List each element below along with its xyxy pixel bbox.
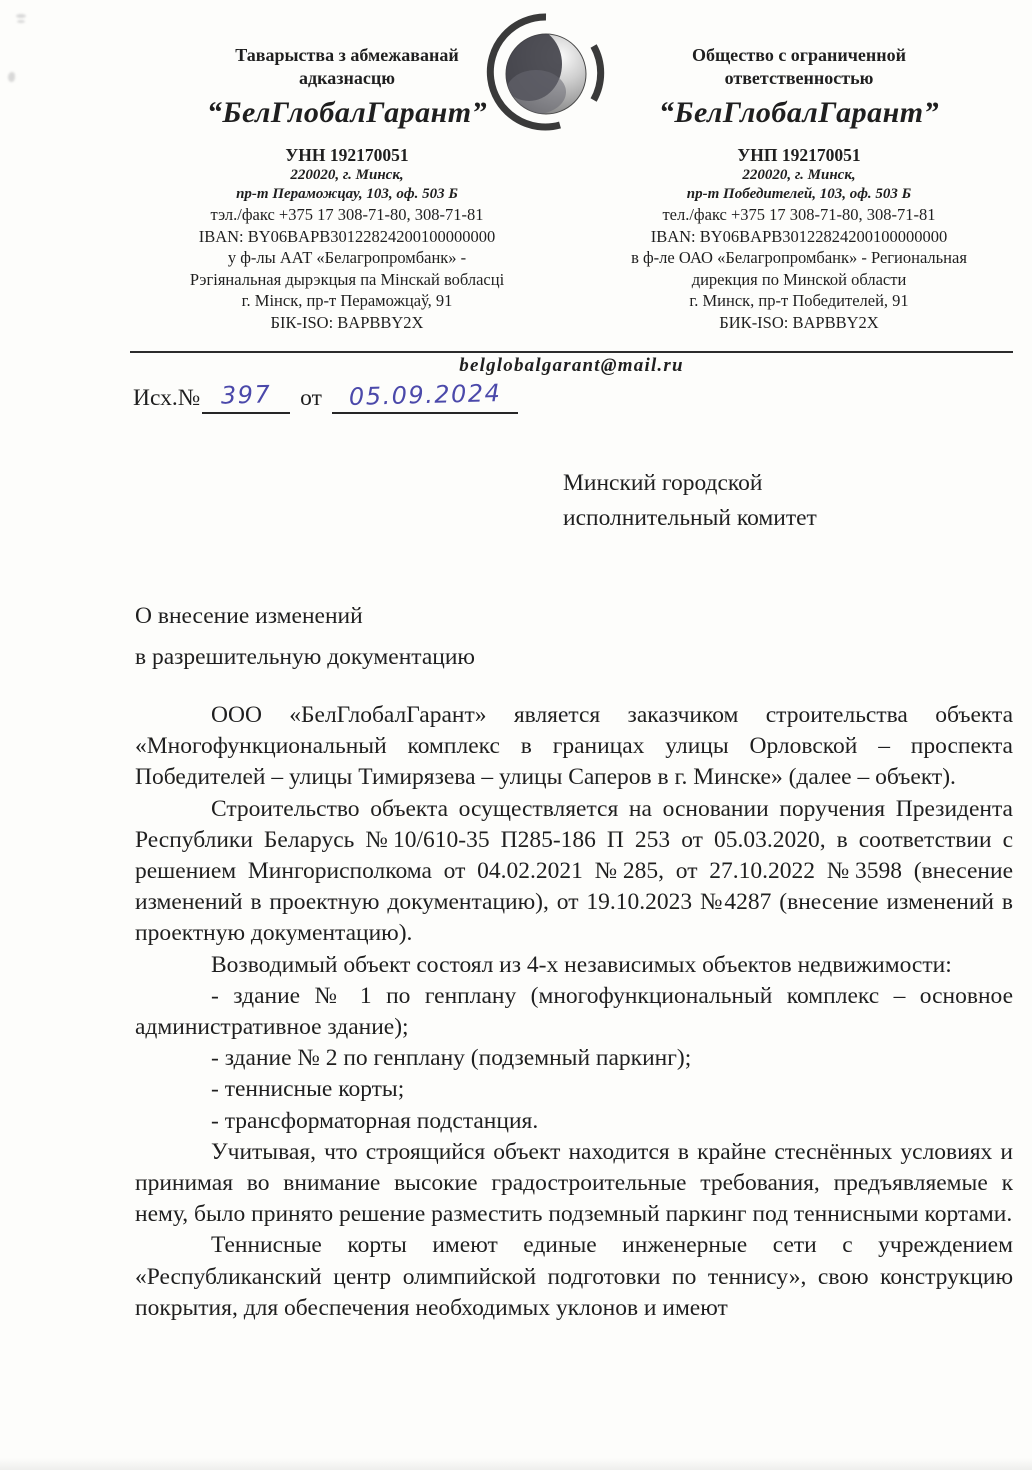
subject-line: О внесение изменений xyxy=(135,603,363,629)
registration-number: УНН 192170051 xyxy=(285,145,409,165)
outgoing-number-label: Исх.№ xyxy=(133,385,201,411)
paragraph: ООО «БелГлобалГарант» является заказчиком строительства объекта «Многофункциональный комплекс в границах улицы Орловской – проспекта Победителей – улицы Тимирязева – улицы Саперов в г. Минске» (далее – объект). xyxy=(135,702,1013,791)
address-line: пр-т Пераможцау, 103, оф. 503 Б xyxy=(236,186,458,202)
company-email: belglobalgarant@mail.ru xyxy=(459,355,684,376)
org-type-line: адказнасцю xyxy=(299,68,395,88)
list-item: - трансформаторная подстанция. xyxy=(211,1107,539,1134)
date-value: 05.09.2024 xyxy=(348,379,502,411)
company-logo xyxy=(484,8,606,138)
letter-body xyxy=(135,700,1013,1324)
phone-line: тэл./факс +375 17 308-71-80, 308-71-81 xyxy=(210,205,484,224)
org-type-line: ответственностью xyxy=(724,68,874,88)
registration-number: УНП 192170051 xyxy=(737,145,861,165)
bank-line: г. Мінск, пр-т Пераможцаў, 91 xyxy=(241,291,453,310)
bik-line: БІК-ISO: BAPBBY2X xyxy=(270,312,424,332)
letterhead-right-column xyxy=(599,44,999,333)
header-divider-line xyxy=(130,351,1013,353)
globe-logo-icon xyxy=(484,8,606,138)
company-name: “БелГлобалГарант” xyxy=(658,96,940,129)
bank-line: г. Минск, пр-т Победителей, 91 xyxy=(689,291,909,310)
scan-artifact xyxy=(16,14,26,18)
outgoing-number-blank xyxy=(202,380,290,414)
list-item: - теннисные корты; xyxy=(211,1076,405,1103)
bank-line: в ф-ле ОАО «Белагропромбанк» - Региональная xyxy=(631,248,967,267)
addressee-line: исполнительный комитет xyxy=(563,505,817,531)
date-label: от xyxy=(300,385,322,411)
bank-line: у ф-лы ААТ «Белагропромбанк» - xyxy=(227,248,467,267)
paragraph: Строительство объекта осуществляется на основании поручения Президента Республики Беларусь №10/610-35 П285-186 П 253 от 05.03.2020, в соответствии с решением Мингорисполкома от 04.02.2021 №285, от 27.10.2022 №3598 (внесение изменений в проектную документацию), от 19.10.2023 №4287 (внесение изменений в проектную документацию). xyxy=(135,795,1013,947)
addressee-block xyxy=(563,466,817,536)
subject-block xyxy=(135,596,475,678)
address-line: 220020, г. Минск, xyxy=(742,167,856,183)
scan-artifact xyxy=(17,20,25,23)
iban-line: IBAN: BY06BAPB30122824200100000000 xyxy=(650,226,948,246)
bank-line: Рэгіянальная дырэкцыя па Мінскай вобласці xyxy=(189,269,505,289)
bik-line: БИК-ISO: BAPBBY2X xyxy=(719,312,879,332)
list-item: - здание № 2 по генплану (подземный паркинг); xyxy=(211,1045,692,1072)
scan-edge-shadow xyxy=(0,1458,1032,1470)
org-type-line: Таварыства з абмежаванай xyxy=(235,45,459,65)
list-item: - здание № 1 по генплану (многофункциональный комплекс – основное административное здание); xyxy=(135,982,1013,1041)
paragraph: Возводимый объект состоял из 4-х независимых объектов недвижимости: xyxy=(211,951,952,978)
paragraph: Учитывая, что строящийся объект находится в крайне стеснённых условиях и принимая во внимание высокие градостроительные требования, предъявляемые к нему, было принято решение разместить подземный паркинг под теннисными кортами. xyxy=(135,1138,1013,1228)
address-line: пр-т Победителей, 103, оф. 503 Б xyxy=(686,186,912,202)
phone-line: тел./факс +375 17 308-71-80, 308-71-81 xyxy=(662,205,936,224)
subject-line: в разрешительную документацию xyxy=(135,644,475,670)
date-blank xyxy=(332,379,518,414)
address-line: 220020, г. Минск, xyxy=(290,167,404,183)
company-name: “БелГлобалГарант” xyxy=(206,96,488,129)
bank-line: дирекция по Минской области xyxy=(691,269,907,289)
outgoing-number-value: 397 xyxy=(220,380,272,410)
iban-line: IBAN: BY06BAPB30122824200100000000 xyxy=(198,226,496,246)
outgoing-reference-line xyxy=(133,379,518,414)
org-type-line: Общество с ограниченной xyxy=(691,45,906,65)
scan-artifact xyxy=(8,72,15,82)
paragraph: Теннисные корты имеют единые инженерные сети с учреждением «Республиканский центр олимпийской подготовки по теннису», свою конструкцию покрытия, для обеспечения необходимых уклонов и имеют xyxy=(135,1232,1013,1321)
addressee-line: Минский городской xyxy=(563,470,763,496)
